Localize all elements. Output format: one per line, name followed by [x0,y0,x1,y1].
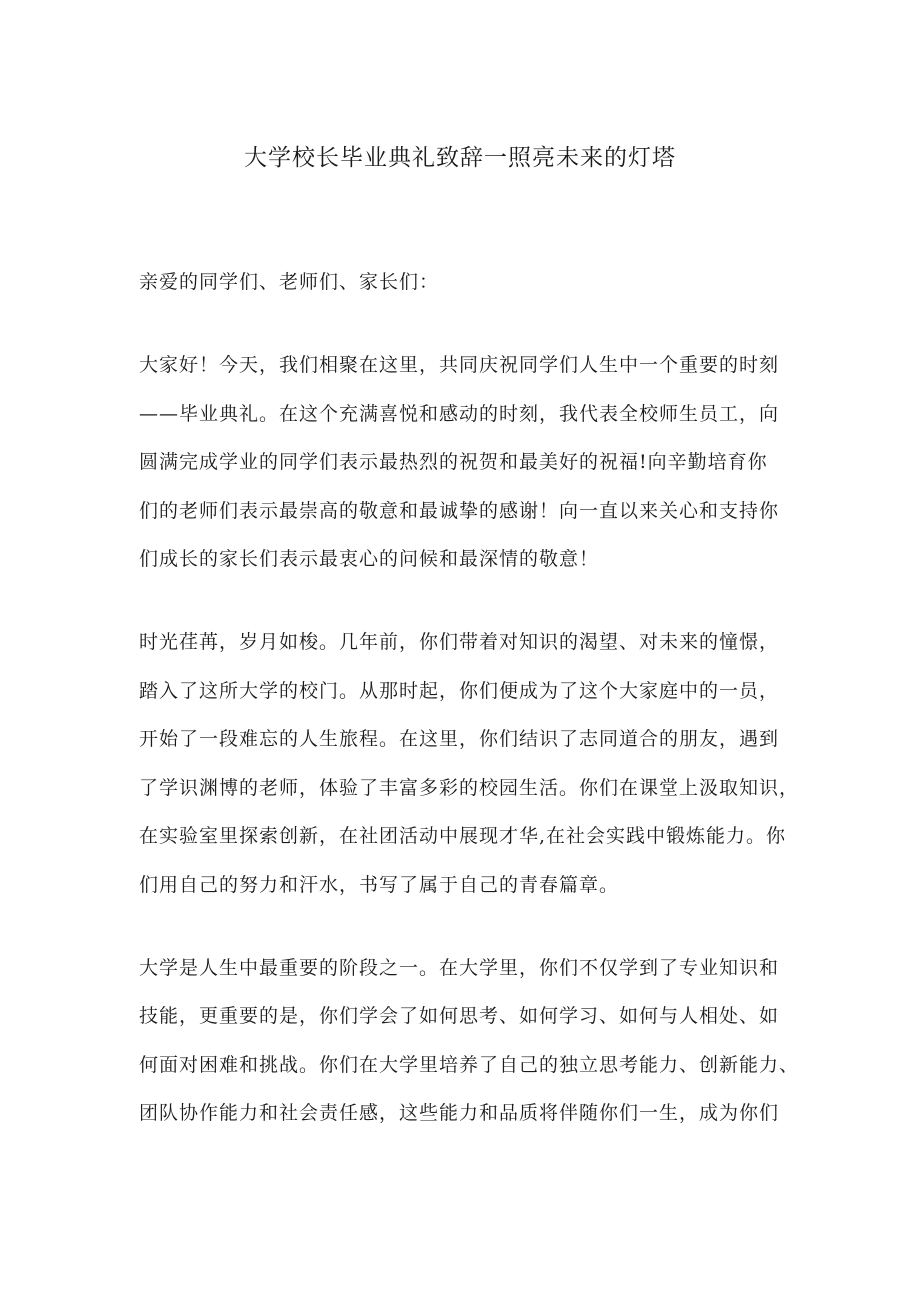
text-line: 时光荏苒，岁月如梭。几年前，你们带着对知识的渴望、对未来的憧憬， [139,631,780,653]
text-line: ——毕业典礼。在这个充满喜悦和感动的时刻，我代表全校师生员工，向 [139,402,780,425]
text-line: 团队协作能力和社会责任感，这些能力和品质将伴随你们一生，成为你们 [139,1102,780,1124]
document-title: 大学校长毕业典礼致辞一照亮未来的灯塔 [244,145,676,171]
text-line: 在实验室里探索创新，在社团活动中展现才华,在社会实践中锻炼能力。你 [139,825,787,847]
text-line: 开始了一段难忘的人生旅程。在这里，你们结识了志同道合的朋友，遇到 [139,728,780,750]
paragraph-1 [139,349,799,576]
text-line: 们用自己的努力和汗水，书写了属于自己的青春篇章。 [139,873,620,896]
paragraph-2 [139,626,799,902]
text-line: 何面对困难和挑战。你们在大学里培养了自己的独立思考能力、创新能力、 [139,1053,800,1076]
text-line: 技能，更重要的是，你们学会了如何思考、如何学习、如何与人相处、如 [139,1005,780,1027]
text-line: 圆满完成学业的同学们表示最热烈的祝贺和最美好的祝福!向辛勤培育你 [139,451,768,473]
text-line: 了学识渊博的老师，体验了丰富多彩的校园生活。你们在课堂上汲取知识， [139,776,800,799]
text-line: 们成长的家长们表示最衷心的问候和最深情的敬意！ [139,548,600,570]
text-line: 大家好！今天，我们相聚在这里，共同庆祝同学们人生中一个重要的时刻 [139,354,780,376]
text-line: 们的老师们表示最崇高的敬意和最诚挚的感谢！向一直以来关心和支持你 [139,499,780,522]
paragraph-3 [139,952,799,1131]
document-body [139,266,799,1180]
salutation: 亲爱的同学们、老师们、家长们： [139,271,440,293]
text-line: 踏入了这所大学的校门。从那时起，你们便成为了这个大家庭中的一员， [139,679,780,702]
text-line: 大学是人生中最重要的阶段之一。在大学里，你们不仅学到了专业知识和 [139,956,780,979]
